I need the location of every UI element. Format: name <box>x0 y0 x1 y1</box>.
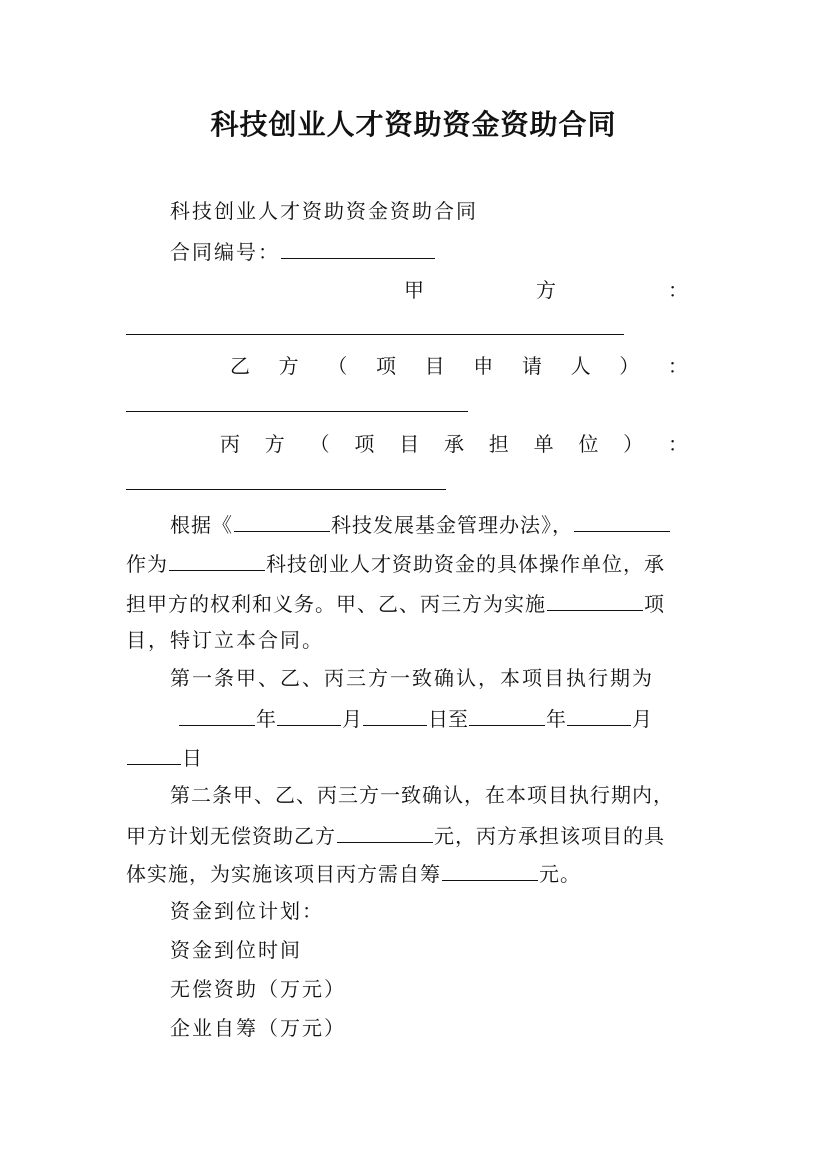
article-2-line3: 体实施，为实施该项目丙方需自筹 元。 <box>126 862 581 886</box>
article-1-line1: 第一条甲、乙、丙三方一致确认，本项目执行期为 <box>170 666 654 690</box>
project-name-blank[interactable] <box>547 590 643 611</box>
end-day-blank[interactable] <box>127 744 181 765</box>
start-day-blank[interactable] <box>363 705 427 726</box>
self-funding-blank[interactable] <box>442 860 538 881</box>
article-1-period: 年 月 日至 年 月 <box>178 705 652 731</box>
article-2-line1: 第二条甲、乙、丙三方一致确认，在本项目执行期内， <box>170 783 674 807</box>
party-a-blank[interactable] <box>126 334 624 335</box>
party-b-blank[interactable] <box>126 411 468 412</box>
funding-plan-item-self: 企业自筹（万元） <box>170 1016 346 1040</box>
grant-amount-blank[interactable] <box>337 822 433 843</box>
document-title: 科技创业人才资助资金资助合同 <box>210 108 617 141</box>
start-year-blank[interactable] <box>179 705 255 726</box>
contract-number-blank[interactable] <box>281 238 435 259</box>
article-1-end-day: 日 <box>126 744 202 770</box>
start-month-blank[interactable] <box>277 705 341 726</box>
end-month-blank[interactable] <box>567 705 631 726</box>
funding-plan-item-grant: 无偿资助（万元） <box>170 977 346 1001</box>
operator-blank-2[interactable] <box>169 550 265 571</box>
article-2-line2: 甲方计划无偿资助乙方 元，丙方承担该项目的具 <box>126 824 665 848</box>
party-c-blank[interactable] <box>126 489 446 490</box>
funding-plan-item-time: 资金到位时间 <box>170 938 302 962</box>
paragraph-basis-line1: 根据《 科技发展基金管理办法》， <box>170 511 671 537</box>
funding-plan-label: 资金到位计划： <box>170 899 324 923</box>
party-c-label: 丙 方 （ 项 目 承 担 单 位 ） ： <box>220 432 688 456</box>
contract-number-label: 合同编号： <box>170 240 280 264</box>
end-year-blank[interactable] <box>469 705 545 726</box>
contract-number-line <box>170 238 436 264</box>
contract-subtitle: 科技创业人才资助资金资助合同 <box>170 199 478 223</box>
paragraph-basis-line3: 担甲方的权利和义务。甲、乙、丙三方为实施 项 <box>126 592 665 616</box>
fund-name-blank[interactable] <box>234 511 330 532</box>
party-b-label: 乙 方 （ 项 目 申 请 人 ） ： <box>230 354 688 378</box>
paragraph-basis-line2: 作为 科技创业人才资助资金的具体操作单位，承 <box>126 552 665 576</box>
party-a-label: 甲 方 ： <box>404 278 688 302</box>
operator-blank-1[interactable] <box>574 511 670 532</box>
paragraph-basis-line4: 目，特订立本合同。 <box>126 628 324 652</box>
